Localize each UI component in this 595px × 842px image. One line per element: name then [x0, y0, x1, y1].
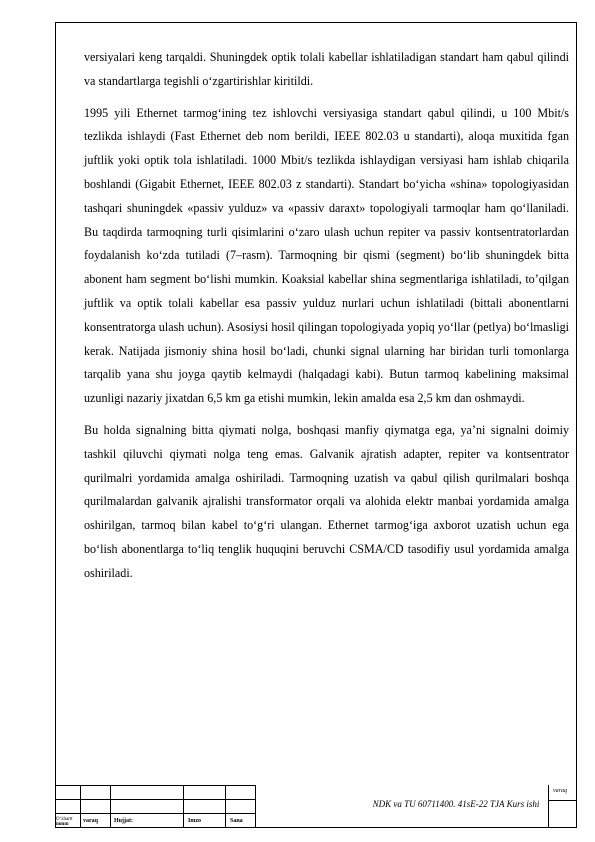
col-hujjat-label: Hujjat: [114, 818, 133, 824]
document-body [84, 46, 569, 594]
document-code: NDK va TU 60711400. 41sE-22 TJA Kurs ishi [372, 799, 540, 809]
sheet-label: varaq [553, 788, 567, 794]
paragraph-3: Bu holda signalning bitta qiymati nolga, boshqasi manfiy qiymatga ega, ya’ni signalni doimiy tashkil qiluvchi qiymati nolga teng emas. Galvanik ajratish adapter, repiter va kontsentrator qurilmalri yordamida amalga oshiriladi. Tarmoqning uzatish va qabul qilish qurilmalari boshqa qurilmalardan galvanik ajralishi transformator orqali va alohida elektr manbai yordamida amalga oshirilgan, tarmoq bilan kabel to‘g‘ri ulangan. Ethernet tarmog‘iga axborot uzatish uchun ega bo‘lish abonentlarga to‘liq tenglik huquqini beruvchi CSMA/CD tasodifiy usul yordamida amalga oshiriladi. [84, 422, 569, 580]
col-varaq-label: varaq [83, 818, 98, 824]
col-imzo-label: Imzo [188, 818, 201, 824]
paragraph-2: 1995 yili Ethernet tarmog‘ining tez ishlovchi versiyasiga standart qabul qilindi, u 100 Mbit/s tezlikda ishlaydi (Fast Ethernet deb nom berildi, IEEE 802.03 u standarti), aloqa muxitida fgan juftlik yoki optik tola ishlatiladi. 1000 Mbit/s tezlikda ishlaydigan versiyasi ham ishlab chiqarila boshlandi (Gigabit Ethernet, IEEE 802.03 z standarti). Standart bo‘yicha «shina» topologiyasidan tashqari shuningdek «passiv yulduz» va «passiv daraxt» topologiyali tarmoqlar ham qo‘llaniladi. Bu taqdirda tarmoqning turli qisimlarini o‘zaro ulash uchun repiter va passiv kontsentratorlardan foydalanish ko‘zda tutiladi (7–rasm). Tarmoqning bir qismi (segment) bo‘lib shuningdek bitta abonent ham segment bo‘lishi mumkin. Koaksial kabellar shina segmentlariga ishlatiladi, to’qilgan juftlik va optik tolali kabellar esa passiv yulduz nurlari uchun ishlatiladi (bittali abonentlarni konsentratorga ulash uchun). Asosiysi hosil qilingan topologiyada yopiq yo‘llar (petlya) bo‘lmasligi kerak. Natijada jismoniy shina hosil bo‘ladi, chunki signal ularning har biridan turli tomonlarga tarqalib yana shu joyga qaytib kelmaydi (halqadagi kabi). Butun tarmoq kabelining maksimal uzunligi nazariy jixatdan 6,5 km ga etishi mumkin, lekin amalda esa 2,5 km dan oshmaydi. [84, 105, 569, 406]
col-mmm-label: mmm [56, 822, 69, 827]
col-sana-label: Sana [230, 818, 243, 824]
title-block [55, 785, 577, 828]
paragraph-1: versiyalari keng tarqaldi. Shuningdek optik tolali kabellar ishlatiladigan standart ham qabul qilindi va standartlarga tegishli o‘zgartirishlar kiritildi. [84, 50, 569, 88]
col-ozgarish-label: O‘zhartt [56, 817, 73, 822]
